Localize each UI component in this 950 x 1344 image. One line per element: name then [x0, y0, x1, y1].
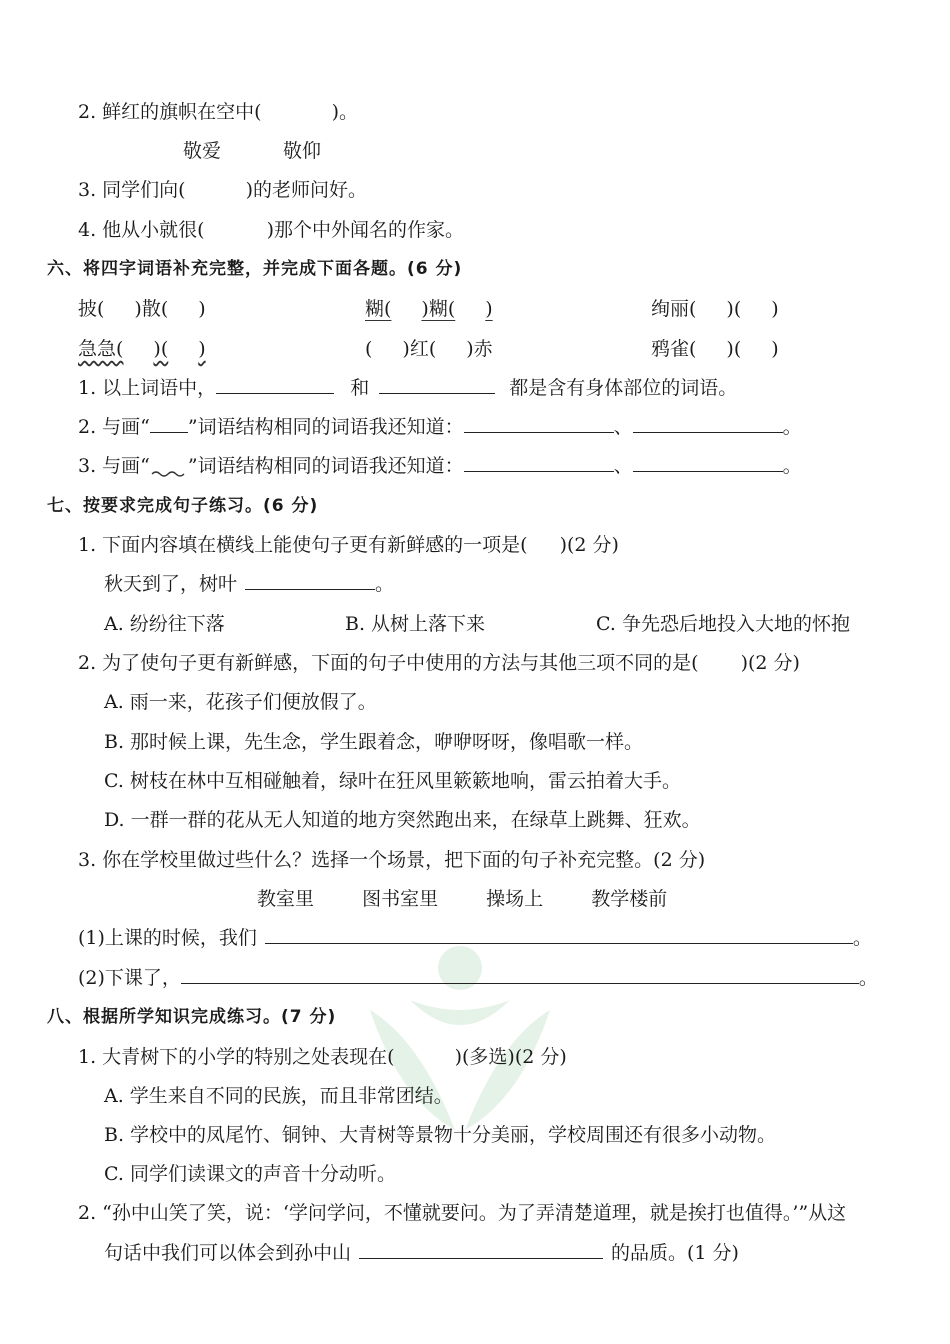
idiom-6: 鸦雀( )( ) — [651, 338, 779, 360]
q7-1-option-b: B. 从树上落下来 — [345, 613, 486, 635]
idiom-1: 披( )散( ) — [78, 298, 206, 320]
answer-blank[interactable] — [379, 375, 495, 394]
answer-blank[interactable] — [359, 1240, 603, 1259]
place-option: 教学楼前 — [591, 888, 668, 910]
answer-blank[interactable] — [181, 965, 859, 984]
section-8-title: 八、根据所学知识完成练习。(7 分) — [47, 1007, 337, 1027]
q6-1: 1. 以上词语中， 和 都是含有身体部位的词语。 — [78, 377, 738, 399]
idiom-5: ( )红( )赤 — [365, 338, 493, 360]
q8-1: 1. 大青树下的小学的特别之处表现在( )(多选)(2 分) — [78, 1046, 567, 1068]
q7-2-option-d: D. 一群一群的花从无人知道的地方突然跑出来，在绿草上跳舞、狂欢。 — [104, 809, 701, 831]
q7-2-option-c: C. 树枝在林中互相碰触着，绿叶在狂风里簌簌地响，雷云拍着大手。 — [104, 770, 681, 792]
section-6-title: 六、将四字词语补充完整，并完成下面各题。(6 分) — [47, 259, 463, 279]
q7-3: 3. 你在学校里做过些什么？选择一个场景，把下面的句子补充完整。(2 分) — [78, 849, 706, 871]
answer-blank[interactable] — [464, 414, 614, 433]
idiom-4-wavy: 急急( )( ) — [78, 338, 206, 360]
q6-2: 2. 与画“ ”词语结构相同的词语我还知道： 、 。 — [78, 416, 802, 438]
answer-blank[interactable] — [216, 375, 334, 394]
place-options — [257, 886, 667, 912]
answer-blank[interactable] — [633, 414, 783, 433]
q7-1: 1. 下面内容填在横线上能使句子更有新鲜感的一项是( )(2 分) — [78, 534, 619, 556]
answer-blank[interactable] — [633, 453, 783, 472]
q7-1-option-a: A. 纷纷往下落 — [104, 613, 225, 635]
place-option: 教室里 — [257, 888, 315, 910]
q7-1-sentence: 秋天到了，树叶 。 — [104, 573, 395, 595]
q8-1-option-a: A. 学生来自不同的民族，而且非常团结。 — [104, 1085, 453, 1107]
section-7-title: 七、按要求完成句子练习。(6 分) — [47, 496, 319, 516]
place-option: 图书室里 — [362, 888, 439, 910]
q7-2: 2. 为了使句子更有新鲜感，下面的句子中使用的方法与其他三项不同的是( )(2 分) — [78, 652, 800, 674]
answer-blank[interactable] — [265, 925, 853, 944]
idiom-2-underlined: 糊( )糊( ) — [365, 298, 493, 320]
q8-2-line-2: 句话中我们可以体会到孙中山 的品质。(1 分) — [104, 1242, 739, 1264]
q5-2: 2. 鲜红的旗帜在空中( )。 — [78, 101, 359, 123]
q7-3-sentence-1: (1)上课的时候，我们 。 — [78, 927, 872, 949]
q5-3: 3. 同学们向( )的老师问好。 — [78, 179, 368, 201]
answer-blank[interactable] — [245, 571, 375, 590]
q8-1-option-c: C. 同学们读课文的声音十分动听。 — [104, 1163, 396, 1185]
q7-2-option-a: A. 雨一来，花孩子们便放假了。 — [104, 691, 377, 713]
q7-3-sentence-2: (2)下课了， 。 — [78, 967, 878, 989]
wavy-line-icon — [150, 458, 188, 478]
q5-4: 4. 他从小就很( )那个中外闻名的作家。 — [78, 219, 465, 241]
place-option: 操场上 — [486, 888, 544, 910]
q8-1-option-b: B. 学校中的凤尾竹、铜钟、大青树等景物十分美丽，学校周围还有很多小动物。 — [104, 1124, 777, 1146]
answer-blank[interactable] — [464, 453, 614, 472]
idiom-3: 绚丽( )( ) — [651, 298, 779, 320]
q7-1-option-c: C. 争先恐后地投入大地的怀抱 — [596, 613, 850, 635]
q8-2-line-1: 2. “孙中山笑了笑，说：‘学问学问，不懂就要问。为了弄清楚道理，就是挨打也值得。’”从这 — [78, 1202, 847, 1224]
word-choice: 敬仰 — [283, 140, 322, 162]
q7-2-option-b: B. 那时候上课，先生念，学生跟着念，咿咿呀呀，像唱歌一样。 — [104, 731, 644, 753]
word-choice-row — [183, 138, 321, 164]
word-choice: 敬爱 — [183, 140, 222, 162]
q6-3: 3. 与画“ ”词语结构相同的词语我还知道： 、 。 — [78, 455, 802, 477]
